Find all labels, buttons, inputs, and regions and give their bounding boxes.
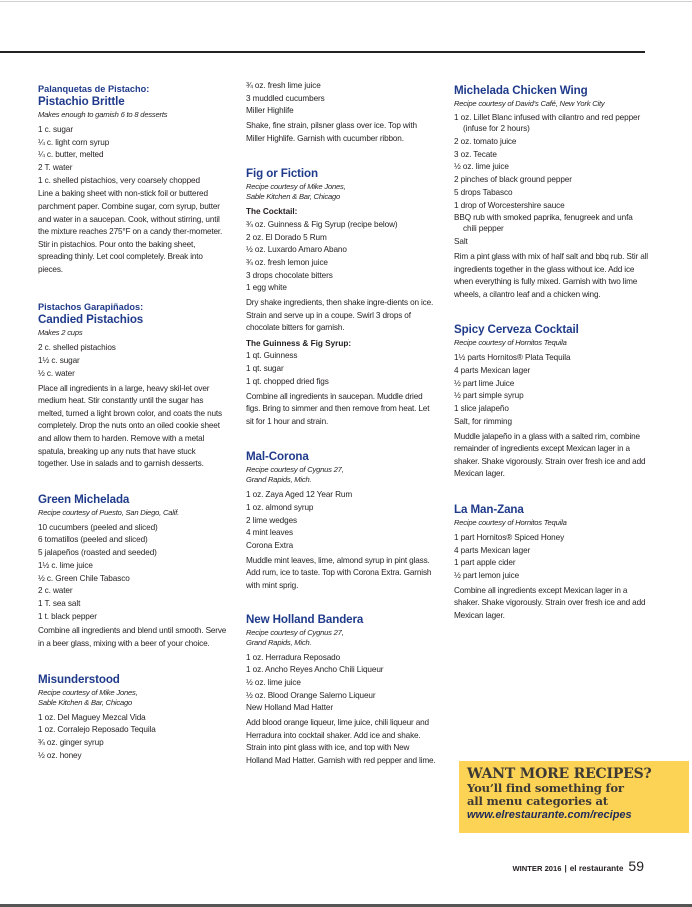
recipe-pre-title: Palanquetas de Pistacho: [38,84,150,94]
ingredient: 1 c. sugar [38,125,73,134]
footer-separator: | [564,864,567,873]
recipe-subtitle: Recipe courtesy of Hornitos Tequila [454,517,567,527]
subtitle-line: Recipe courtesy of Cygnus 27, [246,627,344,637]
ingredient: ½ part simple syrup [454,391,524,401]
ingredient: 4 parts Mexican lager [454,366,531,375]
column-1 [38,84,228,782]
ingredient: 1 oz. almond syrup [246,503,314,513]
ingredient: New Holland Mad Hatter [246,703,333,713]
ingredient: ½ part lemon juice [454,571,520,580]
ingredient: Corona Extra [246,541,294,551]
recipe-directions: Combine all ingredients except Mexican lager in a shaker. Shake vigorously. Strain over fresh ice and add Mexican lager. [454,585,646,620]
ingredient: ½ c. Green Chile Tabasco [38,573,130,583]
recipe-subtitle [246,182,436,202]
ingredient: 2 lime wedges [246,515,298,525]
callout-text: all menu categories at [467,794,608,809]
subtitle-line: Grand Rapids, Mich. [246,637,312,647]
ingredient: ½ oz. Blood Orange Salerno Liqueur [246,690,376,700]
subtitle-line: Sable Kitchen & Bar, Chicago [246,192,341,202]
ingredient: 6 tomatillos (peeled and sliced) [38,535,148,545]
more-recipes-callout [459,761,689,833]
callout-text: You’ll find something for [467,781,624,795]
ingredient: 1½ c. lime juice [38,560,93,570]
ingredient: 4 parts Mexican lager [454,545,531,555]
recipe-spicy-cerveza-cocktail [454,323,654,481]
ingredient: 1 oz. Herradura Reposado [246,652,341,662]
ingredient: 1 oz. Corralejo Reposado Tequila [38,725,156,735]
ingredient: 1 c. shelled pistachios, very coarsely chopped [38,175,200,185]
ingredient: 2 pinches of black ground pepper [454,175,572,185]
ingredient: 5 drops Tabasco [454,187,513,197]
ingredient: 1 qt. Guinness [246,351,298,361]
ingredient: ¾ oz. fresh lemon juice [246,258,328,267]
ingredient: ¾ oz. ginger syrup [38,737,104,747]
ingredient: ¾ oz. Guinness & Fig Syrup (recipe below) [246,219,398,229]
ingredient: 1 t. black pepper [38,611,97,621]
recipe-directions: Muddle mint leaves, lime, almond syrup in pint glass. Add rum, ice to taste. Top with Corona Extra. Garnish with mint sprig. [246,555,432,591]
recipe-subtitle: Recipe courtesy of Hornitos Tequila [454,338,567,348]
ingredient: 3 muddled cucumbers [246,93,325,103]
recipe-directions: Place all ingredients in a large, heavy skil-let over medium heat. Stir constantly until the sugar has melted, turned a light brown color, and coats the nuts completely. Drop the nuts onto an oiled cookie sheet and allow them to harden. Remove with a metal spatula, breaking up any nuts that have stuck together. Use in salads and to garnish desserts. [38,383,222,469]
recipe-directions: Combine all ingredients in saucepan. Muddle dried figs. Bring to simmer and then remove from heat. Let sit for 1 hour and strain. [246,391,430,426]
recipe-subtitle [246,465,436,485]
ingredient: 1½ parts Hornitos® Plata Tequila [454,353,571,363]
recipe-fig-or-fiction [246,167,436,428]
recipe-directions: Combine all ingredients and blend until smooth. Serve in a beer glass, mixing with a beer of your choice. [38,626,227,648]
subtitle-line: Sable Kitchen & Bar, Chicago [38,697,133,707]
issue-season: WINTER 2016 [512,864,562,873]
recipe-title: Candied Pistachios [38,313,144,327]
ingredient: ¾ oz. fresh lime juice [246,81,321,90]
recipe-pre-title: Pistachos Garapiñados: [38,302,144,313]
ingredient: 2 oz. tomato juice [454,137,517,146]
ingredient: ½ oz. honey [38,750,82,760]
recipe-la-man-zana [454,503,654,623]
recipe-directions: Add blood orange liqueur, lime juice, chili liqueur and Herradura into cocktail shaker. Add ice and shake. Strain into pint glass with ice, and top with New Holland Mad Hatter. Garnish with red pepper and lime. [246,718,436,765]
subtitle-line: Recipe courtesy of Cygnus 27, [246,465,344,475]
ingredient: 1 drop of Worcestershire sauce [454,200,565,210]
subtitle-line: Recipe courtesy of Mike Jones, [38,687,138,697]
ingredient: 1 oz. Ancho Reyes Ancho Chili Liqueur [246,665,384,675]
recipe-subtitle: Recipe courtesy of Puesto, San Diego, Calif. [38,507,180,517]
section-heading: The Cocktail: [246,207,298,217]
recipe-title: Green Michelada [38,492,130,506]
recipe-directions: Line a baking sheet with non-stick foil or buttered parchment paper. Combine sugar, corn syrup, butter and water in a saucepan. Cook, without stirring, until the mixture reaches 275°F on a candy ther-mometer. Stir in pistachios. Pour onto the baking sheet, spreading thinly. Let cool completely. Break into pieces. [38,189,223,274]
recipe-mal-corona [246,450,436,592]
recipe-green-michelada [38,493,228,651]
ingredient: 2 c. shelled pistachios [38,343,116,353]
ingredient: 1 oz. Lillet Blanc infused with cilantro and red pepper (infuse for 2 hours) [454,113,641,133]
recipes-url-link[interactable]: www.elrestaurante.com/recipes [467,809,632,822]
ingredient: 2 c. water [38,586,73,596]
ingredient: Salt, for rimming [454,416,512,426]
ingredient: 1 T. sea salt [38,598,81,608]
ingredient: 1 slice jalapeño [454,404,509,414]
column-2 [246,80,436,788]
recipe-title: New Holland Bandera [246,612,364,626]
ingredient: 1½ c. sugar [38,356,80,366]
recipe-directions: Muddle jalapeño in a glass with a salted rim, combine remainder of ingredients except Mexican lager in a shaker. Shake vigorously. Strain over fresh ice and add Mexican lager. [454,431,646,479]
recipe-misunderstood-continued [246,80,436,145]
ingredient: ½ oz. Luxardo Amaro Abano [246,245,347,255]
recipe-candied-pistachios [38,302,228,470]
ingredient: ½ c. water [38,368,75,378]
recipe-title: Mal-Corona [246,450,309,464]
recipe-title: La Man-Zana [454,502,524,516]
recipe-directions: Shake, fine strain, pilsner glass over ice. Top with Miller Highlife. Garnish with cucumber ribbon. [246,121,417,143]
ingredient: ½ part lime Juice [454,378,515,388]
ingredient: 1 qt. chopped dried figs [246,376,329,386]
ingredient: ½ oz. lime juice [246,678,301,688]
recipe-michelada-chicken-wing [454,84,654,301]
recipe-subtitle [38,688,228,708]
page-footer [513,858,644,874]
top-border [0,1,692,2]
subtitle-line: Grand Rapids, Mich. [246,475,312,485]
ingredient: 1 part apple cider [454,558,516,568]
ingredient: Salt [454,237,468,247]
ingredient: ¼ c. light corn syrup [38,137,110,147]
subtitle-line: Recipe courtesy of Mike Jones, [246,182,346,192]
recipe-directions: Dry shake ingredients, then shake ingre-dients on ice. Strain and serve up in a coupe. Swirl 3 drops of chocolate bitters for garnish. [246,298,434,333]
ingredient: 2 oz. El Dorado 5 Rum [246,232,327,242]
recipe-title: Misunderstood [38,672,120,686]
ingredient: 2 T. water [38,163,73,173]
ingredient: 1 qt. sugar [246,364,284,374]
recipe-title: Pistachio Brittle [38,95,125,108]
ingredient: 1 part Hornitos® Spiced Honey [454,532,565,542]
ingredient: 3 drops chocolate bitters [246,270,333,280]
recipe-title: Michelada Chicken Wing [454,84,588,97]
ingredient: Miller Highlife [246,106,294,116]
recipe-pistachio-brittle [38,84,228,276]
header-rule [0,51,645,53]
recipe-misunderstood [38,673,228,763]
callout-headline: WANT MORE RECIPES? [467,766,652,782]
recipe-subtitle [246,628,436,648]
recipe-subtitle: Makes 2 cups [38,328,83,338]
ingredient: 1 oz. Zaya Aged 12 Year Rum [246,490,353,500]
recipe-title: Fig or Fiction [246,167,319,181]
recipe-subtitle: Recipe courtesy of David’s Café, New York City [454,99,605,108]
ingredient: 1 egg white [246,283,287,293]
ingredient: 1 oz. Del Maguey Mezcal Vida [38,712,146,722]
ingredient: 3 oz. Tecate [454,149,497,159]
magazine-name: el restaurante [569,864,624,873]
recipe-new-holland-bandera [246,613,436,768]
ingredient: 4 mint leaves [246,528,293,538]
recipe-directions: Rim a pint glass with mix of half salt and bbq rub. Stir all ingredients together in the glass without ice. Add ice when everything is fully mixed. Garnish with two lime wheels, a cilantro leaf and a chicken wing. [454,251,648,299]
ingredient: ½ oz. lime juice [454,162,509,172]
section-heading: The Guinness & Fig Syrup: [246,338,352,348]
ingredient: 5 jalapeños (roasted and seeded) [38,548,157,558]
recipe-subtitle: Makes enough to garnish 6 to 8 desserts [38,110,168,119]
page-number: 59 [628,858,644,874]
ingredient: ¼ c. butter, melted [38,150,104,160]
ingredient: 10 cucumbers (peeled and sliced) [38,522,158,532]
ingredient: BBQ rub with smoked paprika, fenugreek and unfa chili pepper [454,213,633,233]
recipe-title: Spicy Cerveza Cocktail [454,323,579,337]
column-3 [454,84,654,642]
